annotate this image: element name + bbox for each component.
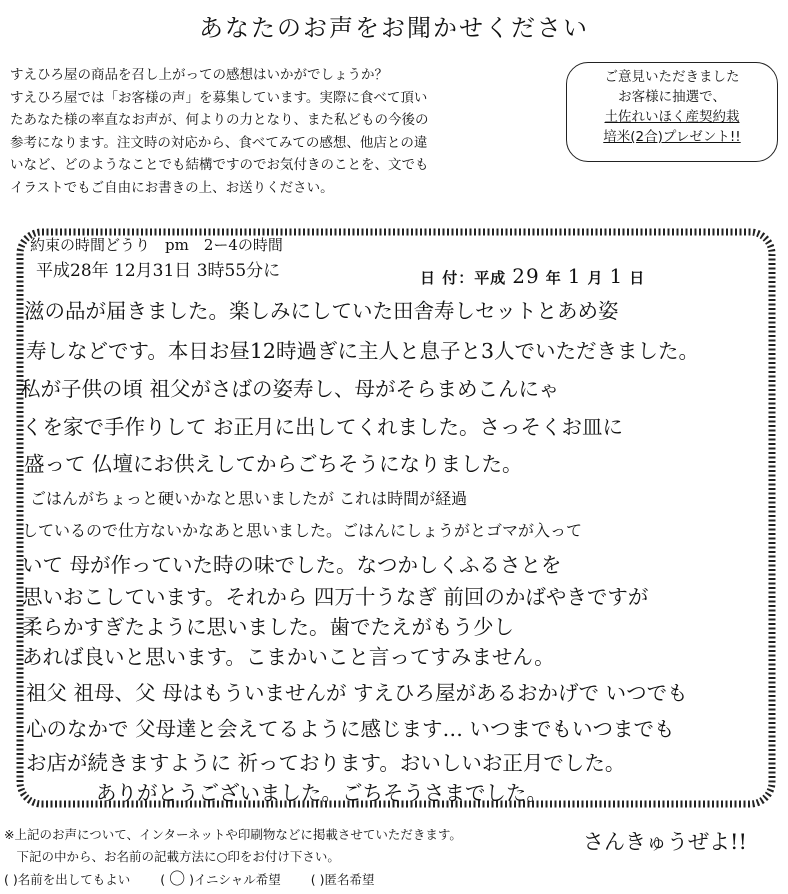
option-label: 名前を出してもよい (17, 872, 131, 887)
disclosure-notes (4, 824, 462, 891)
handwritten-line: しているので仕方ないかなあと思いました。ごはんにしょうがとゴマが入って (22, 521, 583, 540)
option-label: 匿名希望 (324, 872, 375, 887)
notes-line: ※上記のお声について、インターネットや印刷物などに掲載させていただきます。 (4, 827, 462, 842)
date-label: 日 付：平成 (420, 269, 507, 287)
date-month-unit: 月 (587, 269, 604, 287)
option-initial[interactable]: ( 〇 )イニシャル希望 (160, 869, 281, 888)
date-day-unit: 日 (629, 269, 646, 287)
handwritten-line: 祖父 祖母、父 母はもういませんが すえひろ屋があるおかげで いつでも (26, 681, 688, 705)
date-day: 1 (609, 264, 624, 288)
option-mark: 〇 (169, 869, 186, 888)
present-notice-box (566, 62, 778, 162)
date-month: 1 (567, 264, 582, 288)
present-line: 培米(2合)プレゼント!! (603, 129, 741, 145)
intro-text (10, 64, 566, 200)
handwritten-line: 滋の品が届きました。楽しみにしていた田舎寿しセットとあめ姿 (24, 299, 619, 323)
handwritten-header-line: 約束の時間どうり pm 2ー4の時間 (30, 236, 283, 254)
intro-line: たあなた様の率直なお声が、何よりの力となり、また私どもの今後の (10, 112, 429, 129)
intro-line: すえひろ屋では「お客様の声」を募集しています。実際に食べて頂い (10, 89, 428, 106)
notes-line: 下記の中から、お名前の記載方法に○印をお付け下さい。 (4, 849, 340, 864)
handwritten-line: 寿しなどです。本日お昼12時過ぎに主人と息子と3人でいただきました。 (26, 339, 699, 363)
handwritten-line: ごはんがちょっと硬いかなと思いましたが これは時間が経過 (30, 489, 468, 508)
page-title: あなたのお声をお聞かせください (199, 14, 589, 42)
present-line: 土佐れいほく産契約栽 (604, 109, 740, 125)
present-line: ご意見いただきました (604, 69, 740, 85)
handwritten-line: くを家で手作りして お正月に出してくれました。さっそくお皿に (22, 415, 624, 439)
option-name-ok[interactable]: ( )名前を出してもよい (4, 872, 131, 887)
name-option-row (4, 868, 462, 891)
handwritten-line: ありがとうございました。ごちそうさまでした。 (96, 781, 547, 805)
intro-line: すえひろ屋の商品を召し上がっての感想はいかがでしょうか？ (10, 67, 388, 83)
handwritten-line: いて 母が作っていた時の味でした。なつかしくふるさとを (22, 553, 562, 577)
handwritten-line: 盛って 仏壇にお供えしてからごちそうになりました。 (24, 452, 523, 476)
handwritten-line: 私が子供の頃 祖父がさばの姿寿し、母がそらまめこんにゃ (20, 377, 560, 401)
date-year: 29 (512, 264, 540, 288)
handwritten-signature: さんきゅうぜよ!! (583, 830, 747, 854)
date-year-unit: 年 (545, 269, 562, 287)
handwritten-line: 思いおこしています。それから 四万十うなぎ 前回のかばやきですが (22, 585, 649, 609)
handwritten-header-line: 平成28年 12月31日 3時55分に (36, 261, 281, 281)
handwritten-line: 柔らかすぎたように思いました。歯でたえがもう少し (22, 615, 514, 639)
present-line: お客様に抽選で、 (618, 89, 726, 105)
date-field (420, 264, 645, 288)
handwritten-line: お店が続きますように 祈っております。おいしいお正月でした。 (26, 751, 626, 775)
handwritten-line: あれば良いと思います。こまかいこと言ってすみません。 (22, 645, 555, 669)
option-label: イニシャル希望 (193, 872, 281, 887)
option-anonymous[interactable]: ( )匿名希望 (310, 872, 375, 887)
intro-line: いなど、どのようなことでも結構ですのでお気付きのことを、文でも (10, 157, 429, 174)
intro-line: イラストでもご自由にお書きの上、お送りください。 (10, 179, 334, 196)
handwritten-line: 心のなかで 父母達と会えてるように感じます… いつまでもいつまでも (26, 717, 675, 741)
intro-line: 参考になります。注文時の対応から、食べてみての感想、他店との違 (10, 134, 428, 151)
